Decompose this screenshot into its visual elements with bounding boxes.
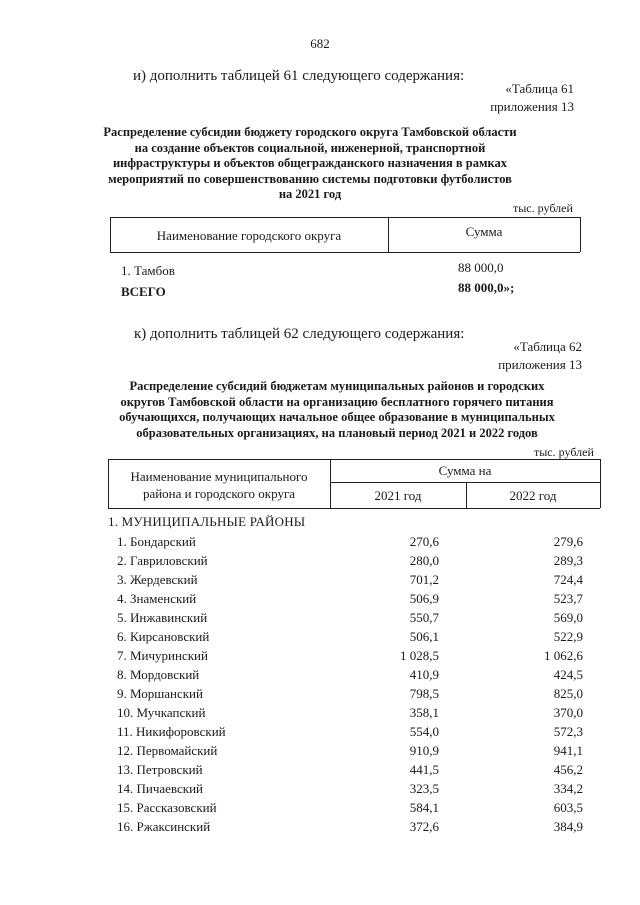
section-i-intro: и) дополнить таблицей 61 следующего содержания: (133, 68, 465, 84)
page-number: 682 (310, 36, 330, 51)
table-61-units: тыс. рублей (513, 201, 573, 215)
value-2021: 798,5 (409, 686, 439, 701)
value-2021: 910,9 (409, 743, 439, 758)
table-62-ref-line2: приложения 13 (498, 357, 582, 372)
table-61-row-value: 88 000,0 (458, 260, 504, 275)
district-name: 10. Мучкапский (117, 705, 206, 720)
value-2022: 724,4 (553, 572, 583, 587)
table-62-rule (108, 508, 600, 509)
table-62-title-line: округов Тамбовской области на организацию бесплатного горячего питания (120, 394, 554, 409)
value-2021: 372,6 (409, 819, 439, 834)
table-62-ref-line1: «Таблица 62 (513, 339, 582, 354)
table-62-header-year-2021: 2021 год (374, 488, 422, 503)
table-62-rule (330, 482, 600, 483)
table-61-reference (490, 80, 574, 116)
table-row (0, 705, 640, 724)
table-61-rule (580, 217, 581, 252)
value-2022: 825,0 (553, 686, 583, 701)
table-61-header-name: Наименование городского округа (156, 228, 342, 243)
value-2022: 289,3 (553, 553, 583, 568)
value-2022: 334,2 (553, 781, 583, 796)
value-2022: 941,1 (553, 743, 583, 758)
table-61-title-line: на 2021 год (278, 187, 342, 201)
table-62-section-label: 1. МУНИЦИПАЛЬНЫЕ РАЙОНЫ (108, 514, 306, 529)
table-row (0, 743, 640, 762)
value-2022: 279,6 (553, 534, 583, 549)
table-62-title-line: образовательных организациях, на плановый период 2021 и 2022 годов (136, 425, 538, 440)
table-62-title-line: обучающихся, получающих начальное общее образование в муниципальных (119, 410, 555, 424)
table-62-title (82, 379, 592, 441)
value-2022: 456,2 (553, 762, 583, 777)
table-62-header-name-line: района и городского округа (142, 486, 296, 501)
value-2021: 506,9 (409, 591, 439, 606)
table-62-units: тыс. рублей (534, 445, 594, 459)
table-row (0, 762, 640, 781)
value-2022: 1 062,6 (544, 648, 583, 663)
value-2021: 323,5 (409, 781, 439, 796)
table-row (0, 591, 640, 610)
table-61-total-label: ВСЕГО (121, 284, 166, 299)
value-2021: 280,0 (409, 553, 439, 568)
district-name: 8. Мордовский (117, 667, 200, 682)
district-name: 4. Знаменский (117, 591, 197, 606)
table-row (0, 572, 640, 591)
district-name: 6. Кирсановский (117, 629, 210, 644)
table-row (0, 781, 640, 800)
table-row (0, 553, 640, 572)
district-name: 3. Жердевский (117, 572, 198, 587)
value-2021: 506,1 (409, 629, 439, 644)
table-row (0, 610, 640, 629)
table-62-header-sum-on: Сумма на (438, 463, 492, 478)
value-2022: 572,3 (553, 724, 583, 739)
district-name: 2. Гавриловский (117, 553, 208, 568)
table-row (0, 667, 640, 686)
table-61-row-name: 1. Тамбов (121, 263, 175, 278)
district-name: 11. Никифоровский (117, 724, 226, 739)
table-row (0, 686, 640, 705)
district-name: 7. Мичуринский (117, 648, 208, 663)
table-61-ref-line1: «Таблица 61 (505, 81, 574, 96)
table-row (0, 534, 640, 553)
district-name: 14. Пичаевский (117, 781, 203, 796)
table-61-header-sum: Сумма (465, 224, 503, 239)
value-2022: 522,9 (553, 629, 583, 644)
value-2022: 569,0 (553, 610, 583, 625)
value-2021: 441,5 (409, 762, 439, 777)
table-row (0, 800, 640, 819)
value-2022: 523,7 (553, 591, 583, 606)
table-row (0, 724, 640, 743)
district-name: 9. Моршанский (117, 686, 203, 701)
table-62-header-year-2022: 2022 год (509, 488, 557, 503)
value-2022: 384,9 (553, 819, 583, 834)
value-2021: 584,1 (409, 800, 439, 815)
table-row (0, 648, 640, 667)
table-row (0, 629, 640, 648)
table-61-rule (110, 217, 580, 218)
table-62-header-name (108, 468, 330, 502)
table-62-header-name-line: Наименование муниципального (130, 469, 308, 484)
table-61-title-line: мероприятий по совершенствованию системы подготовки футболистов (108, 171, 512, 186)
table-row (0, 819, 640, 838)
value-2021: 554,0 (409, 724, 439, 739)
table-61-total-value: 88 000,0»; (458, 280, 515, 295)
table-61-title-line: инфраструктуры и объектов общегражданского назначения в рамках (112, 156, 508, 170)
table-62-title-line: Распределение субсидий бюджетам муниципальных районов и городских (129, 379, 545, 393)
table-62-reference (498, 338, 582, 374)
table-61-ref-line2: приложения 13 (490, 99, 574, 114)
table-61-rule (110, 252, 580, 253)
table-61-title-line: на создание объектов социальной, инженерной, транспортной (134, 140, 486, 155)
district-name: 16. Ржаксинский (117, 819, 211, 834)
value-2021: 410,9 (409, 667, 439, 682)
section-k-intro: к) дополнить таблицей 62 следующего содержания: (134, 326, 465, 342)
value-2022: 603,5 (553, 800, 583, 815)
value-2021: 270,6 (409, 534, 439, 549)
table-62-rule (108, 459, 600, 460)
value-2021: 358,1 (409, 705, 439, 720)
value-2021: 1 028,5 (400, 648, 439, 663)
district-name: 13. Петровский (117, 762, 203, 777)
value-2022: 370,0 (553, 705, 583, 720)
value-2021: 550,7 (409, 610, 439, 625)
district-name: 12. Первомайский (117, 743, 218, 758)
value-2022: 424,5 (553, 667, 583, 682)
district-name: 15. Рассказовский (117, 800, 217, 815)
table-62-rule (600, 459, 601, 508)
value-2021: 701,2 (409, 572, 439, 587)
table-61-title-line: Распределение субсидии бюджету городского округа Тамбовской области (103, 125, 517, 139)
table-61-title (80, 125, 540, 203)
district-name: 1. Бондарский (117, 534, 196, 549)
district-name: 5. Инжавинский (117, 610, 208, 625)
